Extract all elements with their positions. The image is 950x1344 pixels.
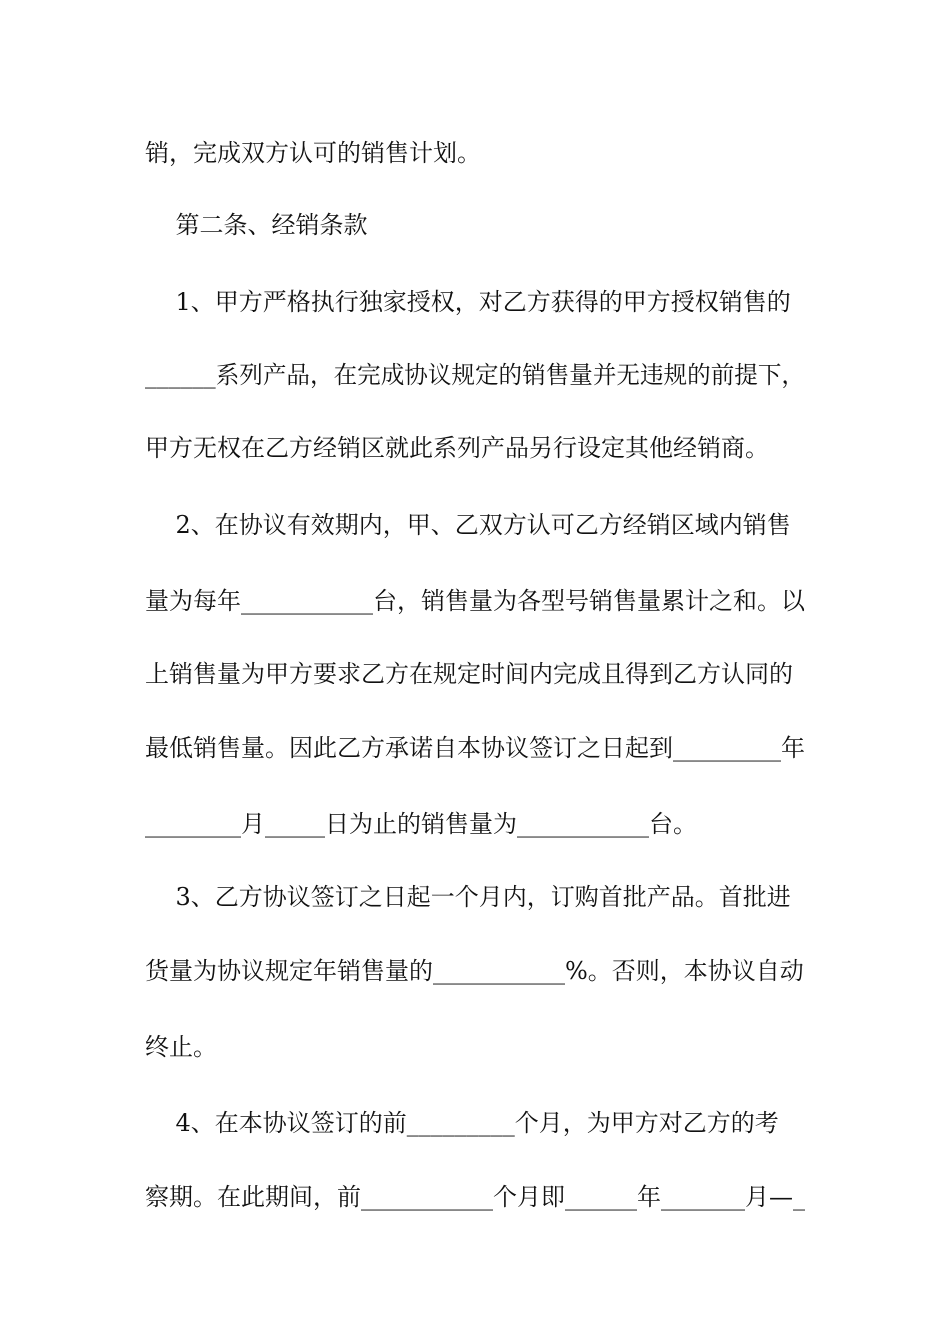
text-line: 1、甲方严格执行独家授权，对乙方获得的甲方授权销售的 (145, 288, 791, 316)
text-line: 察期。在此期间，前___________个月即______年_______月—_ (145, 1183, 805, 1211)
text-line: 终止。 (145, 1033, 217, 1061)
text-line: 甲方无权在乙方经销区就此系列产品另行设定其他经销商。 (145, 434, 769, 462)
text-line: ________月_____日为止的销售量为___________台。 (145, 810, 697, 838)
text-line: 量为每年___________台，销售量为各型号销售量累计之和。以 (145, 587, 805, 615)
text-line: 销，完成双方认可的销售计划。 (145, 139, 481, 167)
text-line: 最低销售量。因此乙方承诺自本协议签订之日起到_________年 (145, 734, 805, 762)
text-line: 货量为协议规定年销售量的___________%。否则，本协议自动 (145, 957, 804, 985)
text-line: 4、在本协议签订的前_________个月，为甲方对乙方的考 (145, 1109, 779, 1137)
text-line: 2、在协议有效期内，甲、乙双方认可乙方经销区域内销售 (145, 511, 791, 539)
text-line: 上销售量为甲方要求乙方在规定时间内完成且得到乙方认同的 (145, 660, 793, 688)
section-heading: 第二条、经销条款 (145, 211, 368, 239)
text-line: ______系列产品，在完成协议规定的销售量并无违规的前提下， (145, 361, 805, 389)
text-line: 3、乙方协议签订之日起一个月内，订购首批产品。首批进 (145, 883, 791, 911)
